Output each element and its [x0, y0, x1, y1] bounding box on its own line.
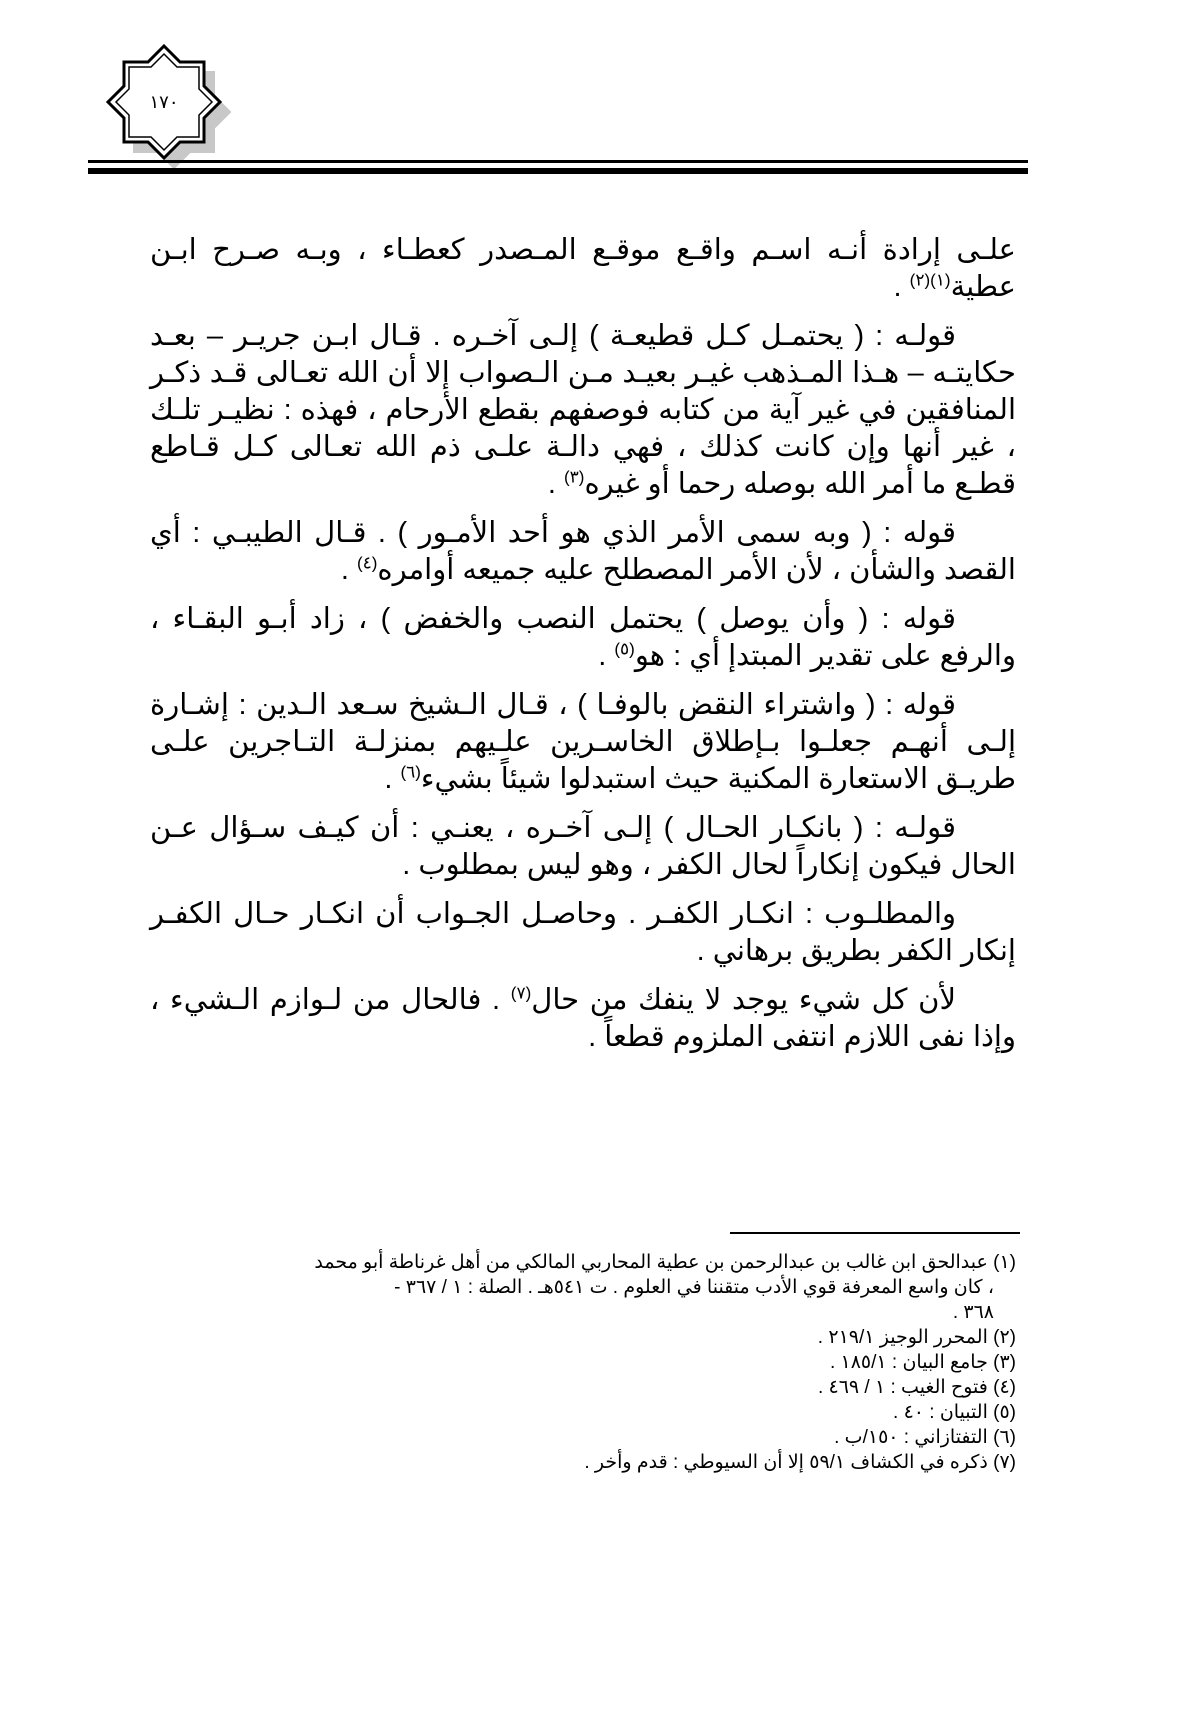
footnote-1: (١) عبدالحق ابن غالب بن عبدالرحمن بن عطية المحاربي المالكي من أهل غرناطة أبو محمد	[314, 1252, 1016, 1273]
footnote-ref: (٧)	[510, 983, 532, 1003]
footnote-ref: (٤)	[356, 553, 378, 573]
paragraph-4: قوله : ( وأن يوصل ) يحتمل النصب والخفض ) ، زاد أبـو البقـاء ، والرفع على تقدير المبتدإ أي : هو$^{(٥)}$ .	[150, 603, 1016, 672]
footnotes	[150, 1250, 1016, 1475]
page-number: ١٧٠	[149, 92, 179, 112]
footnote-separator	[730, 1232, 1020, 1234]
main-text	[150, 232, 1016, 1068]
footnote-4: (٤) فتوح الغيب : ١ / ٤٦٩ .	[817, 1377, 1016, 1398]
paragraph-8: لأن كل شيء يوجد لا ينفك من حال$^{(٧)}$ . فالحال من لـوازم الـشيء ، وإذا نفى اللازم انتفى الملزوم قطعاً .	[150, 983, 1016, 1053]
footnote-5: (٥) التبيان : ٤٠ .	[893, 1402, 1016, 1423]
paragraph-2: قولـه : ( يحتمـل كـل قطيعـة ) إلـى آخـره . قـال ابـن جريـر – بعـد حكايتـه – هـذا المـذهب غيـر بعيـد مـن الـصواب إلا أن الله تعـالى قـد ذكـر المنافقين في غير آية من كتابه فوصفهم بقطع الأرحام ، فهذه : نظيـر تلـك ، غير أنها وإن كانت كذلك ، فهي دالـة علـى ذم الله تعـالى كـل قـاطع قطـع ما أمر الله بوصله رحما أو غيره$^{(٣)}$ .	[150, 320, 1016, 500]
footnote-1-continuation: ٣٦٨ .	[952, 1302, 994, 1323]
header-rule-thick	[88, 168, 1028, 174]
footnote-1-continuation: ، كان واسع المعرفة قوي الأدب متقننا في العلوم . ت ٥٤١هـ . الصلة : ١ / ٣٦٧ -	[394, 1277, 994, 1298]
footnote-7: (٧) ذكره في الكشاف ٥٩/١ إلا أن السيوطي : قدم وأخر .	[584, 1452, 1016, 1473]
footnote-ref: (٣)	[563, 467, 585, 487]
header-rule-thin	[88, 160, 1028, 163]
footnote-ref: (١)(٢)	[909, 270, 951, 290]
paragraph-1: علـى إرادة أنـه اسـم واقـع موقـع المـصدر كعطـاء ، وبـه صـرح ابـن عطية$^{(١)(٢)}$ .	[150, 234, 1016, 303]
footnote-3: (٣) جامع البيان : ١٨٥/١ .	[829, 1352, 1016, 1373]
footnote-2: (٢) المحرر الوجيز ٢١٩/١ .	[817, 1327, 1016, 1348]
footnote-ref: (٦)	[400, 762, 421, 782]
footnote-ref: (٥)	[614, 639, 635, 659]
paragraph-6: قولـه : ( بانكـار الحـال ) إلـى آخـره ، يعنـي : أن كيـف سـؤال عـن الحال فيكون إنكاراً لحال الكفر ، وهو ليس بمطلوب .	[150, 812, 1016, 881]
paragraph-5: قوله : ( واشتراء النقض بالوفـا ) ، قـال الـشيخ سـعد الـدين : إشـارة إلـى أنهـم جعلـوا بـإطلاق الخاسـرين علـيهم بمنزلـة التـاجرين علـى طريـق الاستعارة المكنية حيث استبدلوا شيئاً بشيء$^{(٦)}$ .	[150, 689, 1016, 795]
paragraph-3: قوله : ( وبه سمى الأمر الذي هو أحد الأمـور ) . قـال الطيبـي : أي القصد والشأن ، لأن الأمر المصطلح عليه جميعه أوامره$^{(٤)}$ .	[150, 517, 1016, 586]
footnote-6: (٦) التفتازاني : ١٥٠/ب .	[834, 1427, 1016, 1448]
paragraph-7: والمطلـوب : انكـار الكفـر . وحاصـل الجـواب أن انكـار حـال الكفـر إنكار الكفر بطريق برهاني .	[150, 898, 1016, 967]
page-number-badge	[102, 40, 242, 180]
